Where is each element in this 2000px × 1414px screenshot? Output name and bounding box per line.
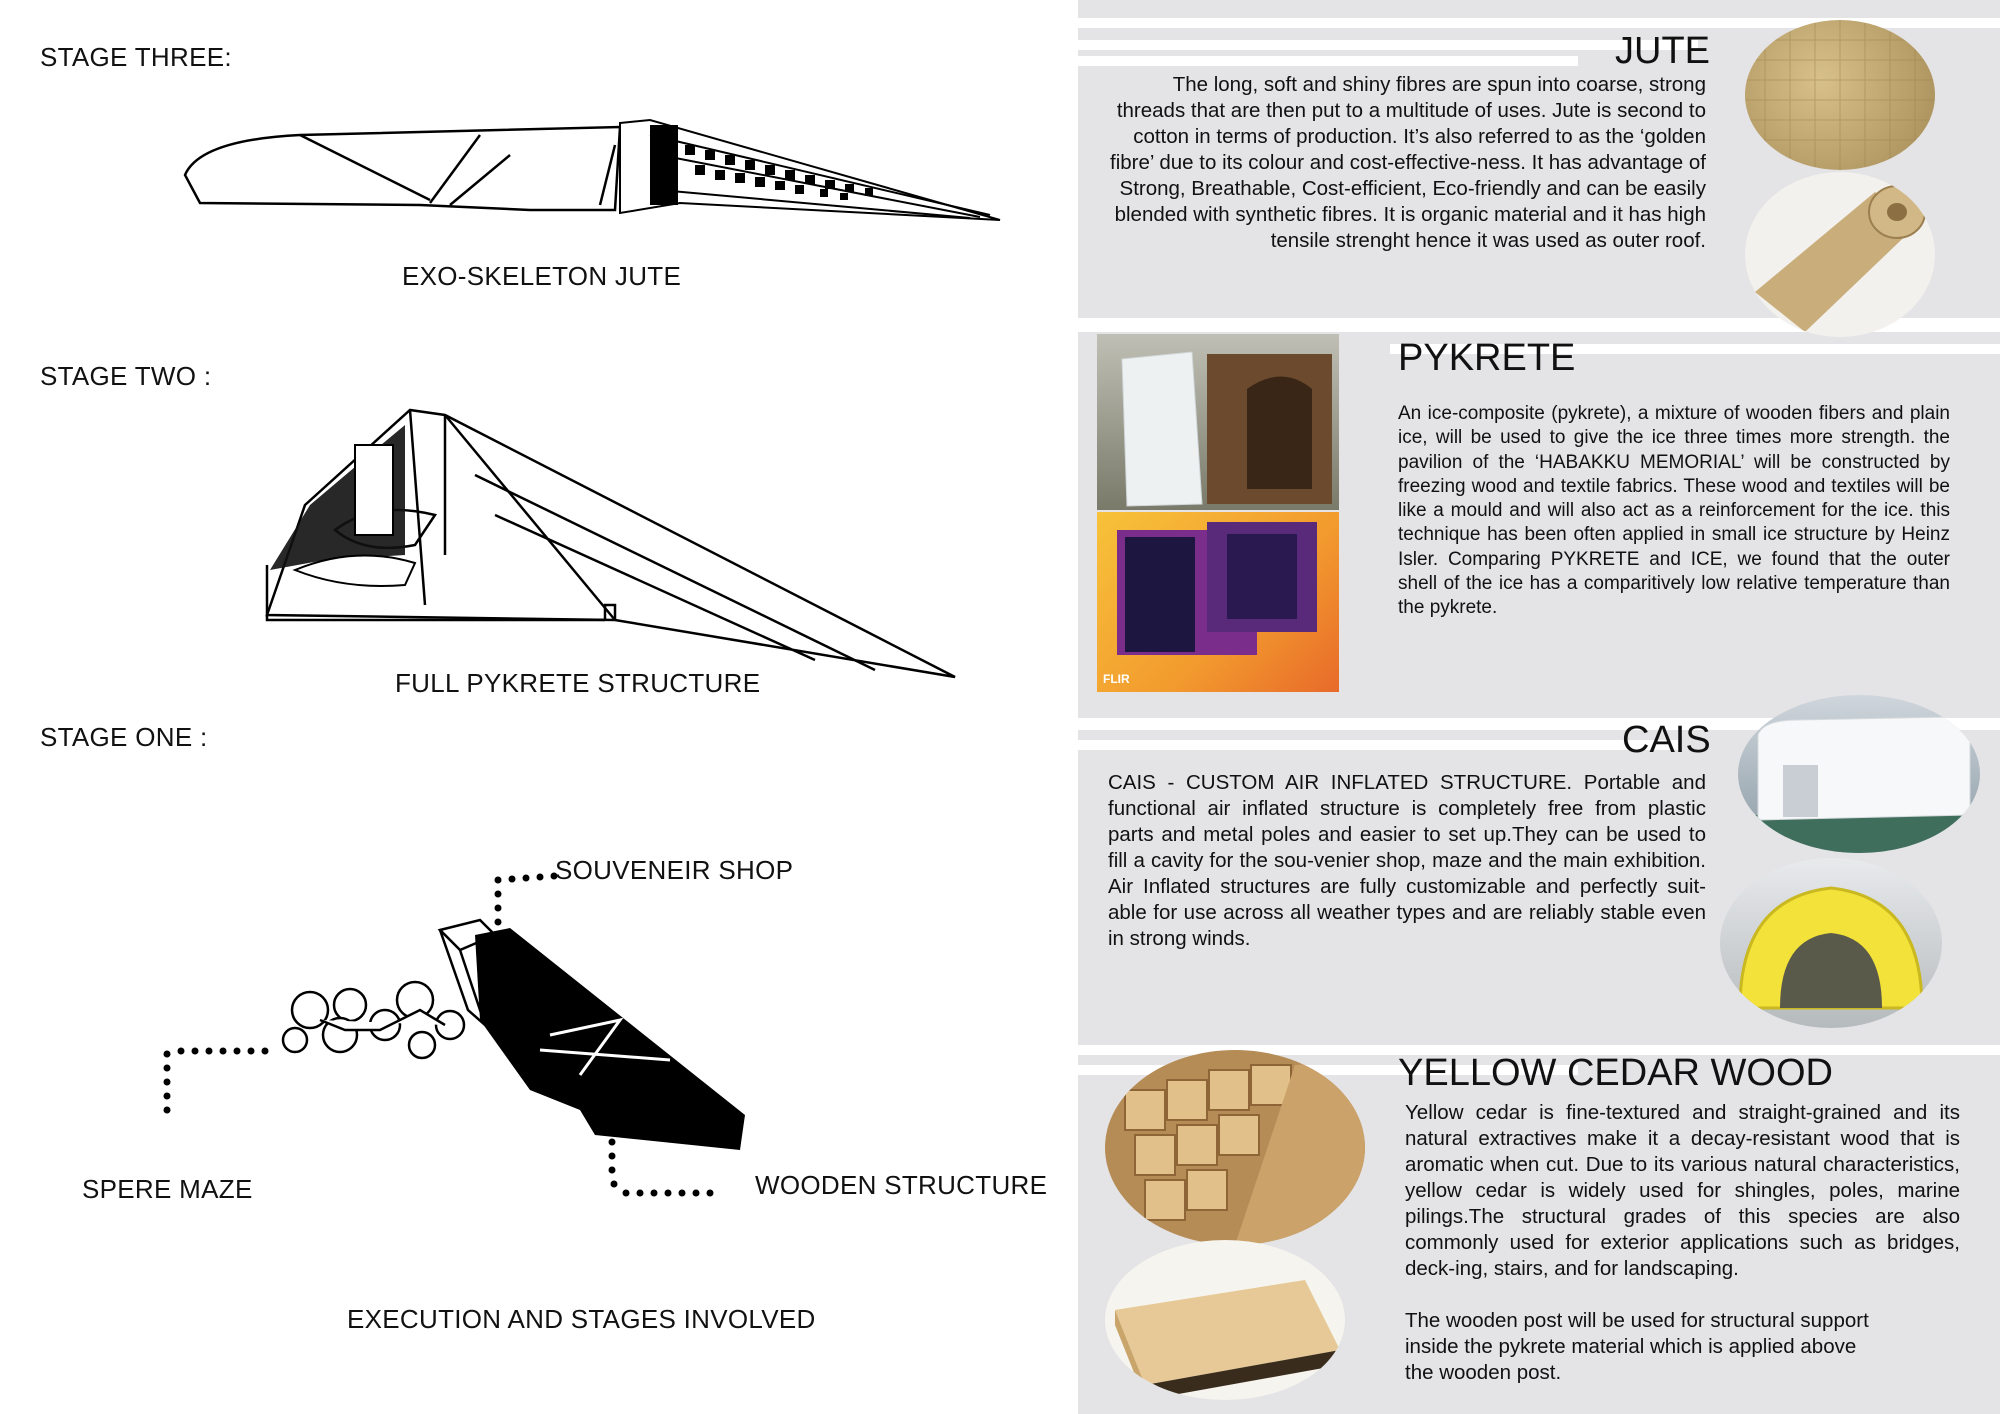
cedar-planks-photo [1105,1240,1345,1400]
jute-title: JUTE [1615,30,1710,72]
pykrete-blocks-photo [1097,334,1339,510]
cais-title: CAIS [1622,719,1711,761]
cedar-title: YELLOW CEDAR WOOD [1398,1052,1833,1094]
pykrete-thermal-photo [1097,512,1339,692]
pykrete-body: An ice-composite (pykrete), a mixture of wooden fibers and plain ice, will be used to give the ice three times more strength. the pavilion of the ‘HABAKKU MEMORIAL’ will be constructed by freezing wood and textile fabrics. These wood and textiles will be like a mould and will also act as a reinforcement for the ice. this technique has been often applied in small ice structure by Heinz Isler. Comparing PYKRETE and ICE, we found that the outer shell of the ice has a comparitively low relative temperature than the pykrete. [1398,403,1950,619]
souvenir-shop-callout: SOUVENEIR SHOP [555,855,794,885]
jute-body: The long, soft and shiny fibres are spun into coarse, strong threads that are then put to a multitude of uses. Jute is second to cotton in terms of production. It’s also referred to as the ‘golden fibre’ due to its colour and cost-effective-ness. It has advantage of Strong, Breathable, Cost-efficient, Eco-friendly and can be easily blended with synthetic fibres. It is organic material and it has high tensile strenght hence it was used as outer roof. [1110,73,1706,252]
inflatable-yellow-photo [1720,858,1942,1028]
stripe [1078,740,1678,750]
inflatable-white-photo [1738,695,1980,853]
stage-two-label: STAGE TWO : [40,361,212,391]
wooden-structure-callout: WOODEN STRUCTURE [755,1170,1048,1200]
jute-fabric-photo [1745,20,1935,170]
stripe [1078,56,1578,66]
stage-two-caption: FULL PYKRETE STRUCTURE [395,668,761,698]
cedar-body-tail: The wooden post will be used for structural support inside the pykrete material which is applied above the wooden post. [1405,1309,1869,1384]
cais-body: CAIS - CUSTOM AIR INFLATED STRUCTURE. Portable and functional air inflated structure is completely free from plastic parts and metal poles and easier to set up.They can be used to fill a cavity for the sou-venier shop, maze and the main exhibition. Air Inflated structures are fully customizable and perfectly suit-able for use across all weather types and are reliably stable even in strong winds. [1108,771,1706,950]
flir-logo: FLIR [1103,672,1130,686]
pykrete-structure-drawing [255,405,965,685]
exo-skeleton-drawing [180,115,1020,225]
stage-one-label: STAGE ONE : [40,722,208,752]
execution-stages-caption: EXECUTION AND STAGES INVOLVED [347,1304,816,1334]
sphere-maze-callout: SPERE MAZE [82,1174,253,1204]
pykrete-title: PYKRETE [1398,337,1576,379]
cedar-beams-photo [1105,1050,1365,1245]
jute-roll-photo [1745,172,1935,337]
stage-three-caption: EXO-SKELETON JUTE [402,261,682,291]
stage-three-label: STAGE THREE: [40,42,232,72]
stripe [1078,40,1698,50]
cedar-body: Yellow cedar is fine-textured and straight-grained and its natural extractives make it a decay-resistant wood that is aromatic when cut. Due to its various natural characteristics, yellow cedar is widely used for shingles, poles, marine pilings.The structural grades of this species are also commonly used for exterior applications such as bridges, deck-ing, stairs, and for landscaping. [1405,1101,1960,1280]
stage-one-drawing [150,860,770,1220]
